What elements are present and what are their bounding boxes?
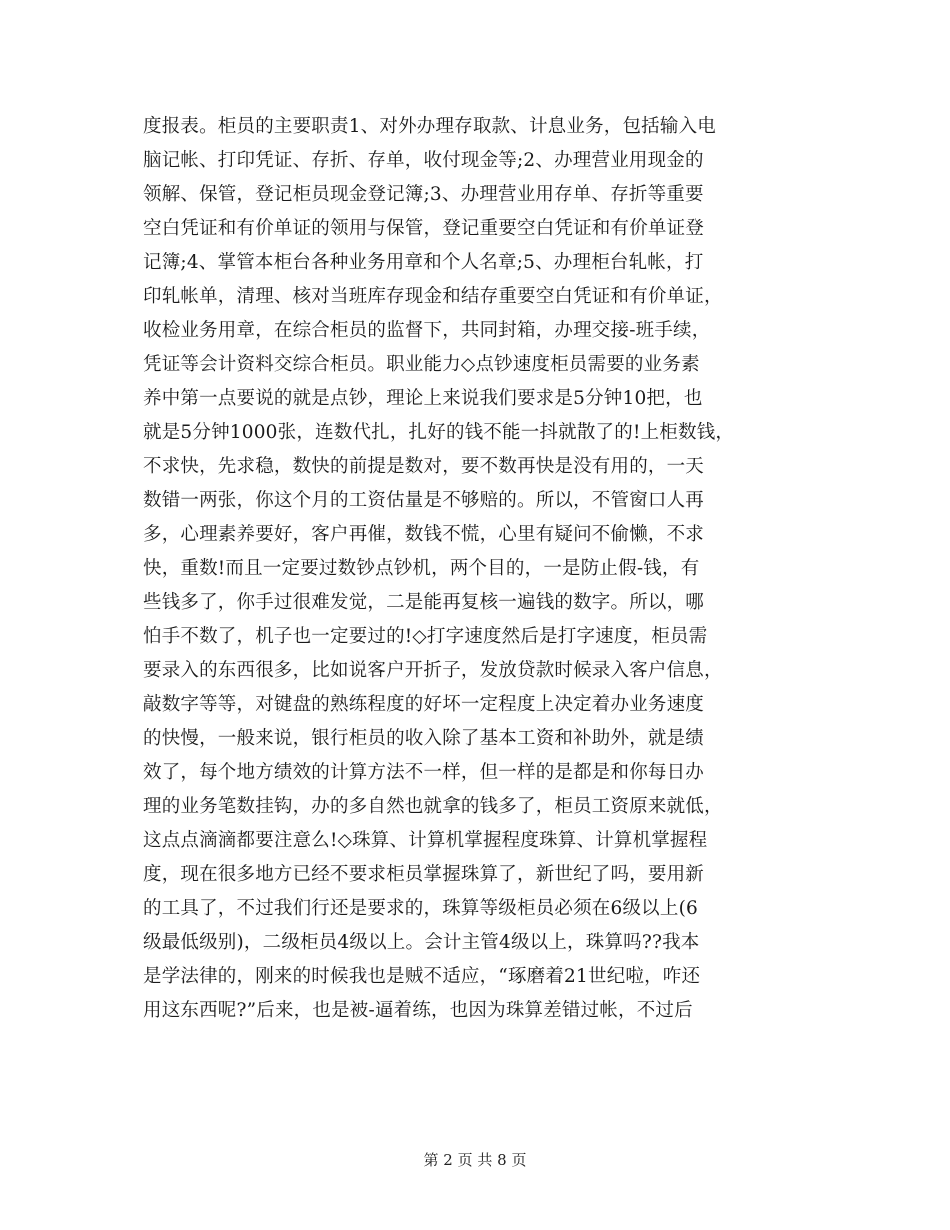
- text-line: 多，心理素养要好，客户再催，数钱不慌，心里有疑问不偷懒，不求: [143, 524, 705, 545]
- text-line: 数错一两张，你这个月的工资估量是不够赔的。所以，不管窗口人再: [143, 490, 705, 511]
- text-line: 不求快，先求稳，数快的前提是数对，要不数再快是没有用的，一天: [143, 456, 705, 477]
- text-line: 度，现在很多地方已经不要求柜员掌握珠算了，新世纪了吗，要用新: [143, 864, 705, 885]
- text-line: 怕手不数了，机子也一定要过的!◇打字速度然后是打字速度，柜员需: [143, 626, 708, 647]
- text-line: 记簿;4、掌管本柜台各种业务用章和个人名章;5、办理柜台轧帐，打: [143, 252, 704, 273]
- text-line: 级最低级别)，二级柜员4级以上。会计主管4级以上，珠算吗??我本: [143, 932, 700, 953]
- text-line: 用这东西呢?”后来，也是被-逼着练，也因为珠算差错过帐，不过后: [143, 1000, 693, 1021]
- text-line: 凭证等会计资料交综合柜员。职业能力◇点钞速度柜员需要的业务素: [143, 354, 700, 375]
- text-line: 就是5分钟1000张，连数代扎，扎好的钱不能一抖就散了的!上柜数钱，: [143, 422, 735, 443]
- text-line: 收检业务用章，在综合柜员的监督下，共同封箱，办理交接-班手续，: [143, 320, 711, 341]
- text-line: 的工具了，不过我们行还是要求的，珠算等级柜员必须在6级以上(6: [143, 898, 698, 919]
- text-line: 是学法律的，刚来的时候我也是贼不适应，“琢磨着21世纪啦，咋还: [143, 966, 701, 987]
- text-line: 空白凭证和有价单证的领用与保管，登记重要空白凭证和有价单证登: [143, 218, 705, 239]
- text-line: 要录入的东西很多，比如说客户开折子，发放贷款时候录入客户信息，: [143, 660, 723, 681]
- text-line: 敲数字等等，对键盘的熟练程度的好坏一定程度上决定着办业务速度: [143, 694, 705, 715]
- text-line: 这点点滴滴都要注意么!◇珠算、计算机掌握程度珠算、计算机掌握程: [143, 830, 708, 851]
- text-line: 养中第一点要说的就是点钞，理论上来说我们要求是5分钟10把，也: [143, 388, 703, 409]
- text-line: 印轧帐单，清理、核对当班库存现金和结存重要空白凭证和有价单证，: [143, 286, 723, 307]
- text-line: 脑记帐、打印凭证、存折、存单，收付现金等;2、办理营业用现金的: [143, 150, 704, 171]
- text-line: 度报表。柜员的主要职责1、对外办理存取款、计息业务，包括输入电: [143, 116, 716, 137]
- text-line: 领解、保管，登记柜员现金登记簿;3、办理营业用存单、存折等重要: [143, 184, 704, 205]
- text-line: 的快慢，一般来说，银行柜员的收入除了基本工资和补助外，就是绩: [143, 728, 705, 749]
- text-line: 效了，每个地方绩效的计算方法不一样，但一样的是都是和你每日办: [143, 762, 705, 783]
- text-line: 理的业务笔数挂钩，办的多自然也就拿的钱多了，柜员工资原来就低，: [143, 796, 723, 817]
- body-text: [143, 110, 843, 1028]
- text-line: 些钱多了，你手过很难发觉，二是能再复核一遍钱的数字。所以，哪: [143, 592, 705, 613]
- page-footer: 第 2 页 共 8 页: [423, 1151, 527, 1169]
- text-line: 快，重数!而且一定要过数钞点钞机，两个目的，一是防止假-钱，有: [143, 558, 700, 579]
